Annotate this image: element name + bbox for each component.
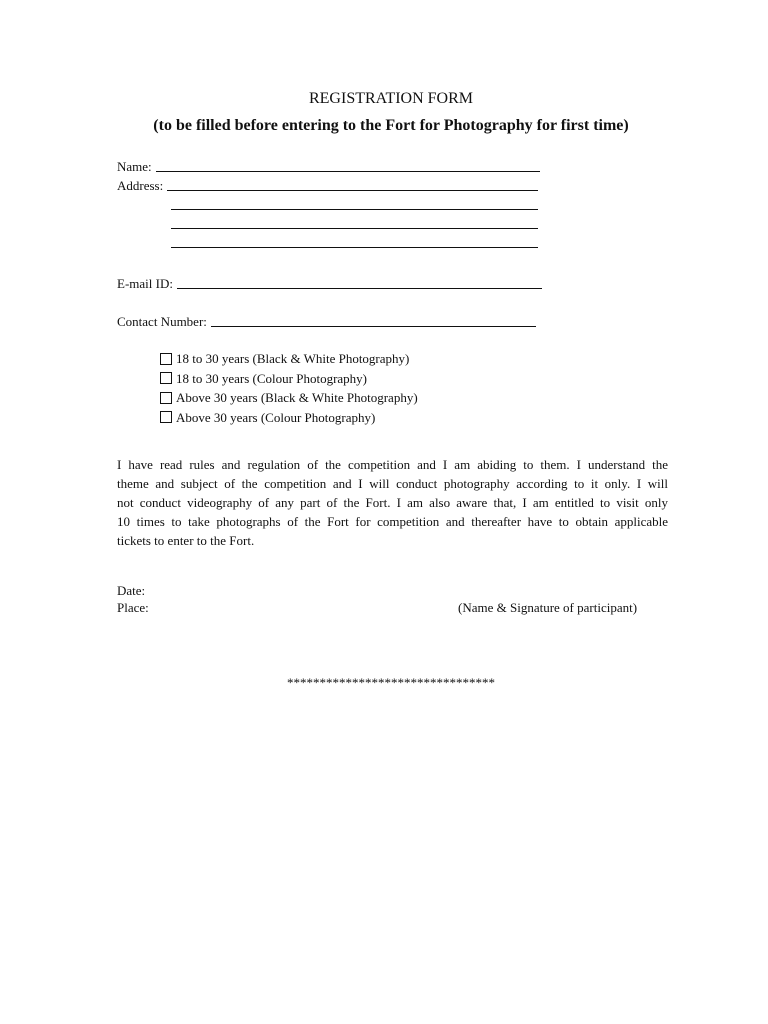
age-option-label: 18 to 30 years (Colour Photography) xyxy=(176,370,368,386)
age-option xyxy=(160,369,418,389)
age-option xyxy=(160,349,418,369)
address-label: Address: xyxy=(117,178,164,193)
address-blank-line-2 xyxy=(171,195,538,210)
name-label: Name: xyxy=(117,159,152,174)
declaration-line: 10 times to take photographs of the Fort for competition and thereafter have to obtain applicable xyxy=(117,514,668,529)
email-blank-line xyxy=(177,274,542,289)
name-field-row xyxy=(117,157,540,176)
contact-label: Contact Number: xyxy=(117,314,207,329)
form-subtitle: (to be filled before entering to the Fort for Photography for first time) xyxy=(153,117,629,134)
name-blank-line xyxy=(156,157,540,172)
checkbox-icon xyxy=(160,392,172,404)
age-option-label: Above 30 years (Black & White Photography) xyxy=(176,390,418,405)
declaration-line: I have read rules and regulation of the competition and I am abiding to them. I understand the xyxy=(117,457,668,472)
declaration-line: theme and subject of the competition and I will conduct photography according to it only. I will xyxy=(117,476,668,491)
date-label: Date: xyxy=(117,583,146,598)
address-field-row xyxy=(117,176,538,195)
age-category-options xyxy=(160,349,418,427)
email-field-row xyxy=(117,274,542,293)
declaration-line: tickets to enter to the Fort. xyxy=(117,533,255,548)
place-label: Place: xyxy=(117,600,149,615)
separator-asterisks: ******************************** xyxy=(287,675,495,690)
signature-label: (Name & Signature of participant) xyxy=(458,600,638,615)
address-blank-line-4 xyxy=(171,233,538,248)
checkbox-icon xyxy=(160,372,172,384)
address-blank-line xyxy=(167,176,538,191)
checkbox-icon xyxy=(160,353,172,365)
form-title: REGISTRATION FORM xyxy=(308,90,473,107)
email-label: E-mail ID: xyxy=(117,276,173,291)
declaration-line: not conduct videography of any part of the Fort. I am also aware that, I am entitled to visit only xyxy=(117,495,668,510)
age-option xyxy=(160,408,418,428)
contact-blank-line xyxy=(211,312,536,327)
age-option-label: 18 to 30 years (Black & White Photography) xyxy=(176,351,410,366)
contact-field-row xyxy=(117,312,536,331)
age-option-label: Above 30 years (Colour Photography) xyxy=(176,409,376,425)
checkbox-icon xyxy=(160,411,172,423)
address-blank-line-3 xyxy=(171,214,538,229)
age-option xyxy=(160,388,418,408)
declaration-paragraph xyxy=(117,455,668,550)
